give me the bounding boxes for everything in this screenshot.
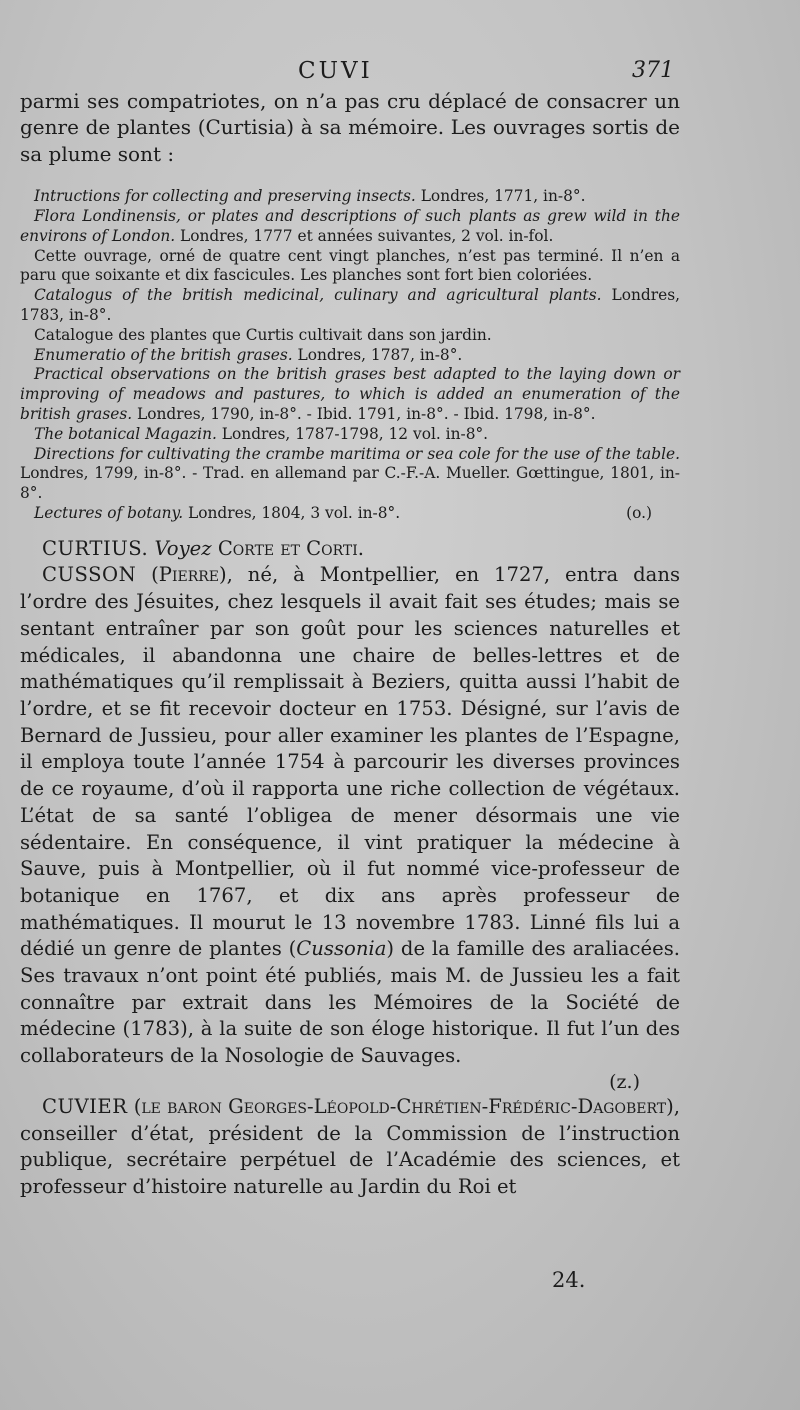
bibliography-entry — [20, 187, 680, 207]
body-text — [20, 88, 680, 1201]
entry-title: Intructions for collecting and preserving insects. — [34, 187, 416, 206]
entry-title: Directions for cultivating the crambe maritima or sea cole for the use of the table. — [34, 444, 680, 463]
running-title: CUVI — [298, 58, 373, 84]
article-text: , né, à Montpellier, en 1727, entra dans l’ordre des Jésuites, chez lesquels il avait fait ses études; mais se sentant entraîner par son goût pour les sciences naturelles et médicales, il abandonna une chaire de belles-lettres et de mathématiques qu’il remplissait à Beziers, quitta aussi l’habit de l’ordre, et se fit recevoir docteur en 1753. Désigné, sur l’avis de Bernard de Jussieu, pour aller examiner les plantes de l’Espagne, il employa toute l’année 1754 à parcourir les diverses provinces de ce royaume, d’où il rapporta une riche collection de végétaux. L’état de sa santé l’obligea de mener désormais une vie sédentaire. En conséquence, il vint pratiquer la médecine à Sauve, puis à Montpellier, où il fut nommé vice-professeur de botanique en 1767, et dix ans après professeur de mathématiques. Il mourut le 13 novembre 1783. Linné fils lui a dédié un genre de plantes ( — [20, 563, 680, 961]
entry-title: Lectures of botany. — [34, 503, 184, 522]
entry-title: Practical observations on the british grases best adapted to the laying down or improving of meadows and pastures, to which is added an enumeration of the british grases. — [20, 365, 680, 423]
entry-details: Londres, 1799, in-8°. - Trad. en allemand par C.-F.-A. Mueller. Gœttingue, 1801, in-8°. — [20, 464, 680, 503]
bibliography-entry — [20, 365, 680, 424]
curtius-entry — [20, 536, 680, 563]
bibliography-entry — [20, 346, 680, 366]
article-text: , conseiller d’état, président de la Commission de l’instruction publique, secrétaire perpétuel de l’Académie des sciences, et professeur d’histoire naturelle au Jardin du Roi et — [20, 1094, 680, 1198]
bibliography-entry — [20, 425, 680, 445]
running-head — [0, 58, 800, 88]
author-signature: (o.) — [626, 503, 652, 522]
genus-name: Cussonia — [296, 937, 387, 961]
headword: CUVIER — [42, 1094, 128, 1118]
article-curtius — [20, 536, 680, 563]
person-name: (Pierre) — [151, 563, 227, 587]
page-number: 371 — [632, 58, 674, 83]
entry-details: Catalogue des plantes que Curtis cultivait dans son jardin. — [34, 325, 492, 344]
article-cusson — [20, 562, 680, 1093]
cusson-entry — [20, 562, 680, 1069]
entry-title: Flora Londinensis, or plates and descriptions of such plants as grew wild in the environs of London. — [20, 207, 680, 245]
entry-title: Enumeratio of the british grases. — [34, 345, 293, 364]
entry-details: Cette ouvrage, orné de quatre cent vingt planches, n’est pas terminé. Il n’en a paru que soixante et dix fascicules. Les planches sont fort bien coloriées. — [20, 246, 680, 285]
bibliography-entry — [20, 286, 680, 326]
entry-details: Londres, 1804, 3 vol. in-8°. — [183, 503, 401, 522]
bibliography-list — [20, 187, 680, 524]
cuvier-entry — [20, 1094, 680, 1201]
bibliography-entry — [20, 247, 680, 287]
entry-details: Londres, 1787, in-8°. — [292, 345, 463, 364]
bibliography-entry — [20, 445, 680, 504]
person-name: (le baron Georges-Léopold-Chrétien-Frédéric-Dagobert) — [133, 1094, 674, 1118]
intro-paragraph: parmi ses compatriotes, on n’a pas cru déplacé de consacrer un genre de plantes (Curtisia) à sa mémoire. Les ouvrages sortis de sa plume sont : — [20, 89, 680, 166]
entry-details: Londres, 1787-1798, 12 vol. in-8°. — [216, 424, 489, 443]
entry-details: Londres, 1777 et années suivantes, 2 vol. in-fol. — [175, 226, 554, 245]
author-signature: (z.) — [609, 1070, 640, 1093]
bibliography-entry — [20, 504, 680, 524]
article-text: ) de la famille des araliacées. Ses travaux n’ont point été publiés, mais M. de Jussieu les a fait connaître par extrait dans les Mémoires de la Société de médecine (1783), à la suite de son éloge historique. Il fut l’un des collaborateurs de la Nosologie de Sauvages. — [20, 937, 680, 1068]
bibliography-entry — [20, 207, 680, 247]
bibliography-entry — [20, 326, 680, 346]
entry-title: The botanical Magazin. — [34, 424, 217, 443]
entry-details: Londres, 1783, in-8°. — [20, 286, 681, 324]
cross-reference-target: Corte et Corti. — [217, 536, 365, 560]
entry-title: Catalogus of the british medicinal, culinary and agricultural plants. — [34, 286, 602, 305]
headword: CUSSON — [42, 563, 137, 587]
article-cuvier — [20, 1094, 680, 1201]
headword: CURTIUS. — [42, 536, 149, 560]
signature-mark: 24. — [552, 1268, 586, 1292]
entry-details: Londres, 1771, in-8°. — [415, 187, 586, 206]
entry-details: Londres, 1790, in-8°. - Ibid. 1791, in-8°. - Ibid. 1798, in-8°. — [132, 404, 596, 423]
cross-reference-label: Voyez — [154, 536, 212, 560]
